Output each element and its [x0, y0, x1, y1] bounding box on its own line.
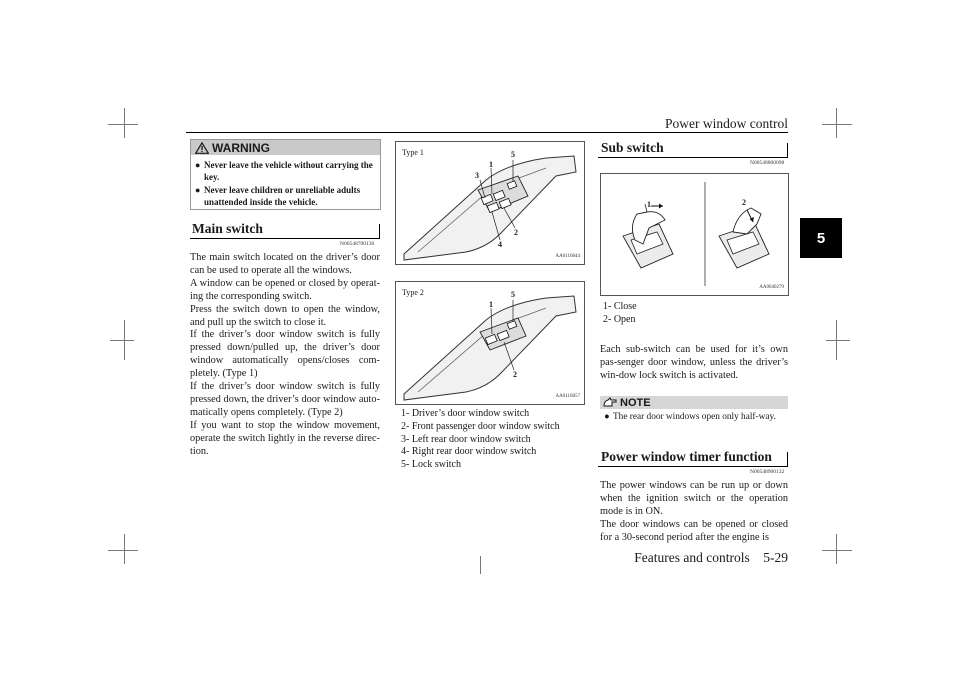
figure-sub-switch	[600, 173, 789, 296]
footer-page-number: 5-29	[763, 550, 788, 565]
bullet-icon: ●	[604, 412, 610, 422]
sub-switch-heading: Sub switch	[601, 140, 664, 155]
callout-label: 5	[511, 290, 515, 299]
warning-item-text: Never leave children or unreliable adults unattended inside the vehicle.	[204, 185, 361, 207]
callout-label: 1	[489, 300, 493, 309]
sub-switch-illustration	[601, 174, 788, 295]
callout-label: 2	[742, 198, 746, 207]
figure-sub-switch-code: AA0040279	[759, 285, 784, 290]
heading-rule	[598, 466, 788, 467]
figure-type1-label: Type 1	[402, 148, 424, 157]
sub-switch-code: N00548800098	[750, 160, 785, 166]
warning-box	[190, 139, 381, 210]
bullet-icon: ●	[195, 160, 201, 170]
callout-label: 1	[647, 200, 651, 209]
note-item	[604, 412, 788, 422]
figure-legend	[401, 408, 585, 472]
legend-item: 1- Close	[603, 301, 637, 312]
callout-label: 5	[511, 150, 515, 159]
warning-item	[195, 159, 377, 183]
note-header	[600, 396, 788, 409]
paragraph: The door windows can be opened or closed for a 30-second period after the engine is	[600, 518, 788, 543]
warning-triangle-icon	[195, 142, 209, 154]
paragraph: Each sub-switch can be used for it’s own pas-senger door window, unless the driver’s win-dow lock switch is activated.	[600, 344, 788, 381]
legend-item: 5- Lock switch	[401, 459, 461, 471]
bullet-icon: ●	[195, 185, 201, 195]
paragraph: The power windows can be run up or down when the ignition switch or the operation mode is in ON.	[600, 480, 788, 517]
paragraph: Press the switch down to open the window, and pull up the switch to close it.	[190, 303, 380, 328]
legend-item: 1- Driver’s door window switch	[401, 408, 530, 419]
callout-label: 2	[514, 228, 518, 237]
callout-label: 3	[475, 171, 479, 180]
heading-tick	[787, 143, 788, 158]
callout-label: 2	[513, 370, 517, 379]
callout-label: 4	[498, 240, 502, 249]
heading-tick	[787, 452, 788, 467]
footer-section: Features and controls	[634, 550, 750, 565]
heading-rule	[190, 238, 380, 239]
timer-heading: Power window timer function	[601, 449, 772, 464]
figure-type2	[395, 281, 585, 405]
warning-header	[191, 140, 380, 155]
callout-label: 1	[489, 160, 493, 169]
figure-type1-code: AA0116844	[555, 254, 580, 259]
warning-item	[195, 184, 377, 208]
note-hand-icon	[603, 397, 617, 408]
note-label: NOTE	[620, 396, 651, 409]
chapter-tab: 5	[800, 218, 842, 258]
timer-body	[600, 480, 788, 545]
header-rule	[186, 132, 788, 133]
paragraph: If the driver’s door window switch is fully pressed down, the driver’s door window auto-matically opens completely. (Type 2)	[190, 381, 380, 418]
figure-type2-label: Type 2	[402, 288, 424, 297]
paragraph: A window can be opened or closed by operat-ing the corresponding switch.	[190, 277, 380, 302]
legend-item: 2- Front passenger door window switch	[401, 420, 560, 432]
timer-code: N00548900132	[750, 469, 785, 475]
sub-switch-body	[600, 344, 788, 383]
page-header-title: Power window control	[665, 116, 788, 131]
heading-rule	[598, 157, 788, 158]
paragraph: The main switch located on the driver’s door can be used to operate all the windows.	[190, 252, 380, 276]
heading-tick	[379, 224, 380, 239]
warning-item-text: Never leave the vehicle without carrying the key.	[204, 160, 373, 182]
sub-switch-legend	[603, 301, 787, 327]
paragraph: If you want to stop the window movement, operate the switch lightly in the reverse direc-tion.	[190, 419, 380, 457]
main-switch-heading: Main switch	[192, 221, 263, 236]
warning-label: WARNING	[212, 140, 270, 155]
legend-item: 2- Open	[603, 313, 636, 325]
legend-item: 3- Left rear door window switch	[401, 433, 531, 445]
warning-list	[195, 159, 377, 209]
figure-type2-code: AA0116857	[555, 394, 580, 399]
main-switch-code: N00548700130	[340, 241, 375, 247]
note-item-text: The rear door windows open only half-way.	[613, 412, 776, 422]
paragraph: If the driver’s door window switch is fully pressed down/pulled up, the driver’s door window automatically opens/closes com-pletely. (Type 1)	[190, 329, 380, 380]
page-footer	[634, 550, 788, 566]
legend-item: 4- Right rear door window switch	[401, 446, 537, 458]
main-switch-body	[190, 252, 380, 459]
figure-type1	[395, 141, 585, 265]
